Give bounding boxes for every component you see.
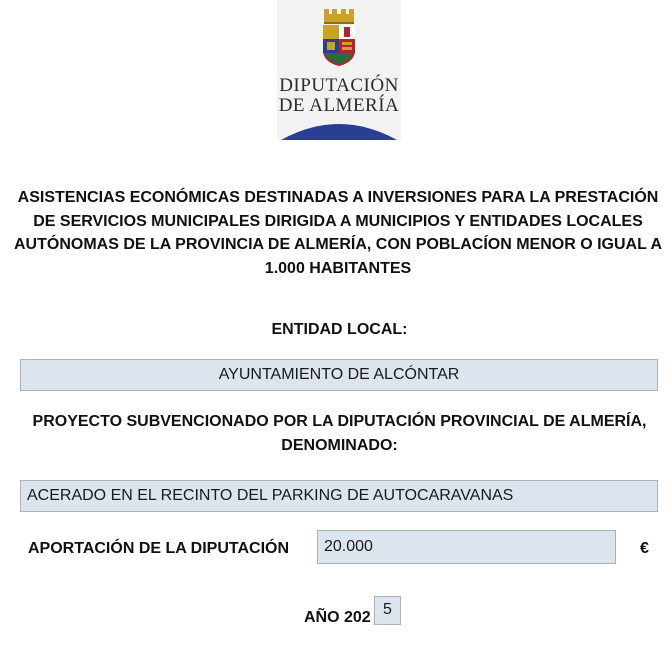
- contribution-label: APORTACIÓN DE LA DIPUTACIÓN: [28, 540, 290, 557]
- project-label: PROYECTO SUBVENCIONADO POR LA DIPUTACIÓN PROVINCIAL DE ALMERÍA, DENOMINADO:: [32, 413, 647, 454]
- logo-text-line1: DIPUTACIÓN: [279, 75, 399, 96]
- logo-text-line2: DE ALMERÍA: [278, 95, 400, 116]
- entity-field[interactable]: AYUNTAMIENTO DE ALCÓNTAR: [20, 359, 658, 391]
- contribution-field[interactable]: 20.000: [317, 530, 616, 564]
- currency-symbol: €: [640, 540, 649, 557]
- entity-label: ENTIDAD LOCAL:: [271, 321, 408, 338]
- project-field[interactable]: ACERADO EN EL RECINTO DEL PARKING DE AUTOCARAVANAS: [20, 480, 658, 512]
- year-field[interactable]: 5: [374, 596, 401, 625]
- logo-arc-icon: [279, 118, 399, 140]
- year-label: AÑO 202: [304, 609, 371, 626]
- coat-of-arms-icon: [319, 6, 359, 68]
- diputacion-logo: [277, 0, 401, 140]
- document-title: ASISTENCIAS ECONÓMICAS DESTINADAS A INVERSIONES PARA LA PRESTACIÓN DE SERVICIOS MUNICIPALES DIRIGIDA A MUNICIPIOS Y ENTIDADES LOCALES AUTÓNOMAS DE LA PROVINCIA DE ALMERÍA, CON POBLACÍON MENOR O IGUAL A 1.000 HABITANTES: [13, 189, 662, 277]
